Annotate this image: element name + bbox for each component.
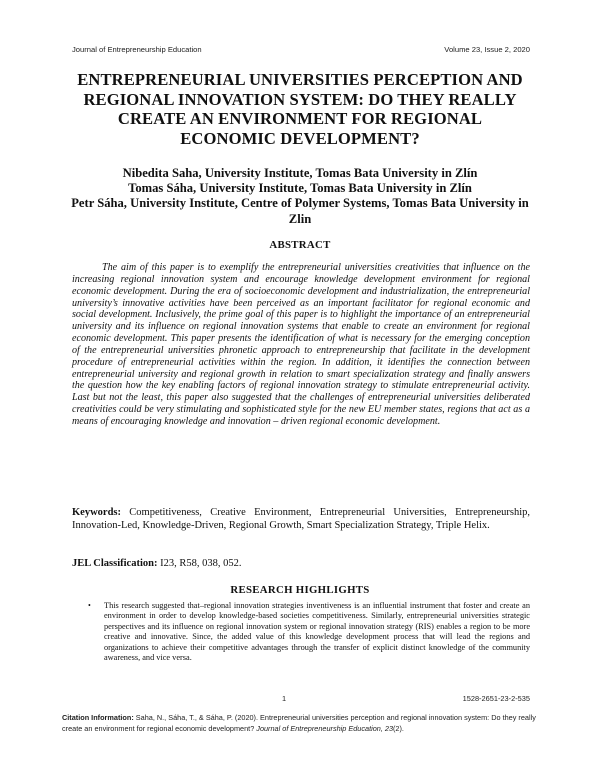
jel-label: JEL Classification: xyxy=(72,558,158,569)
author-2: Tomas Sáha, University Institute, Tomas Bata University in Zlín xyxy=(128,181,472,196)
author-1: Nibedita Saha, University Institute, Tomas Bata University in Zlín xyxy=(122,166,478,180)
article-id: 1528-2651-23-2-535 xyxy=(462,694,530,703)
journal-name: Journal of Entrepreneurship Education xyxy=(72,45,202,54)
abstract-heading: ABSTRACT xyxy=(269,239,331,251)
paper-title: ENTREPRENEURIAL UNIVERSITIES PERCEPTION AND REGIONAL INNOVATION SYSTEM: DO THEY REALLY CREATE AN ENVIRONMENT FOR REGIONAL ECONOMIC DEVELOPMENT? xyxy=(77,70,523,148)
jel-classification xyxy=(72,557,530,570)
keywords-label: Keywords: xyxy=(72,507,121,518)
citation-information xyxy=(62,713,540,734)
page-number: 1 xyxy=(282,694,287,703)
keywords-text: Competitiveness, Creative Environment, Entrepreneurial Universities, Entrepreneurship, Innovation-Led, Knowledge-Driven, Regional Growth, Smart Specialization Strategy, Triple Helix. xyxy=(72,507,530,532)
citation-issue: (2). xyxy=(393,723,404,733)
volume-issue: Volume 23, Issue 2, 2020 xyxy=(444,45,530,54)
keywords-paragraph xyxy=(72,506,530,532)
highlight-text: This research suggested that–regional innovation strategies inventiveness is an influential instrument that foster and create an environment in order to develop knowledge-based societies competitiveness. Similarly, entrepreneurial universities strategic perspectives and its influence on regional innovation system or regional innovation strategy (RIS) enables a region to be more creative and innovative. Since, the added value of this knowledge development process that will lead the regions and organizations to achieve their competitive advantages through the transfer of explicit distinct knowledge of the community awareness, and vice versa. xyxy=(104,601,530,663)
jel-codes: I23, R58, 038, 052. xyxy=(160,558,242,569)
highlights-heading: RESEARCH HIGHLIGHTS xyxy=(230,584,370,596)
highlights-list xyxy=(88,601,530,664)
citation-label: Citation Information: xyxy=(62,713,134,722)
citation-text: Saha, N., Sáha, T., & Sáha, P. (2020). Entrepreneurial universities perception and regional innovation system: Do they really create an environment for regional economic development? xyxy=(62,713,536,733)
list-item xyxy=(88,601,530,664)
citation-journal: Journal of Entrepreneurship Education, 23 xyxy=(256,723,393,733)
author-list xyxy=(70,166,530,227)
bullet-icon: • xyxy=(88,601,91,610)
abstract-text: The aim of this paper is to exemplify the entrepreneurial universities creativities that influence on the increasing regional innovation system and encourage knowledge development environment for regional economic development. During the era of socioeconomic development and industrialization, the entrepreneurial university’s innovative activities have been perceived as an important facilitator for regional economic and social development. Inclusively, the prime goal of this paper is to highlight the importance of an entrepreneurial university and its influence on regional innovation systems that enable to create an environment for regional economic development. This paper presents the identification of what is necessary for the emerging conception of the entrepreneurial universities phronetic approach to entrepreneurship that facilitate in the development procedure of entrepreneurial activities within the region. In addition, it identifies the connection between entrepreneurial university and regional growth in relation to smart specialization strategy and finally answers the question how the key enabling factors of regional innovation strategy to stimulate entrepreneurial activity. Last but not the least, this paper also suggested that the challenges of entrepreneurial universities deliberated creativities could be very stimulating and sophisticated style for the new EU member states, regions that act as a means of encouraging knowledge and innovation – driven regional economic development. xyxy=(72,262,530,427)
author-3: Petr Sáha, University Institute, Centre of Polymer Systems, Tomas Bata University in Zlin xyxy=(71,196,529,226)
